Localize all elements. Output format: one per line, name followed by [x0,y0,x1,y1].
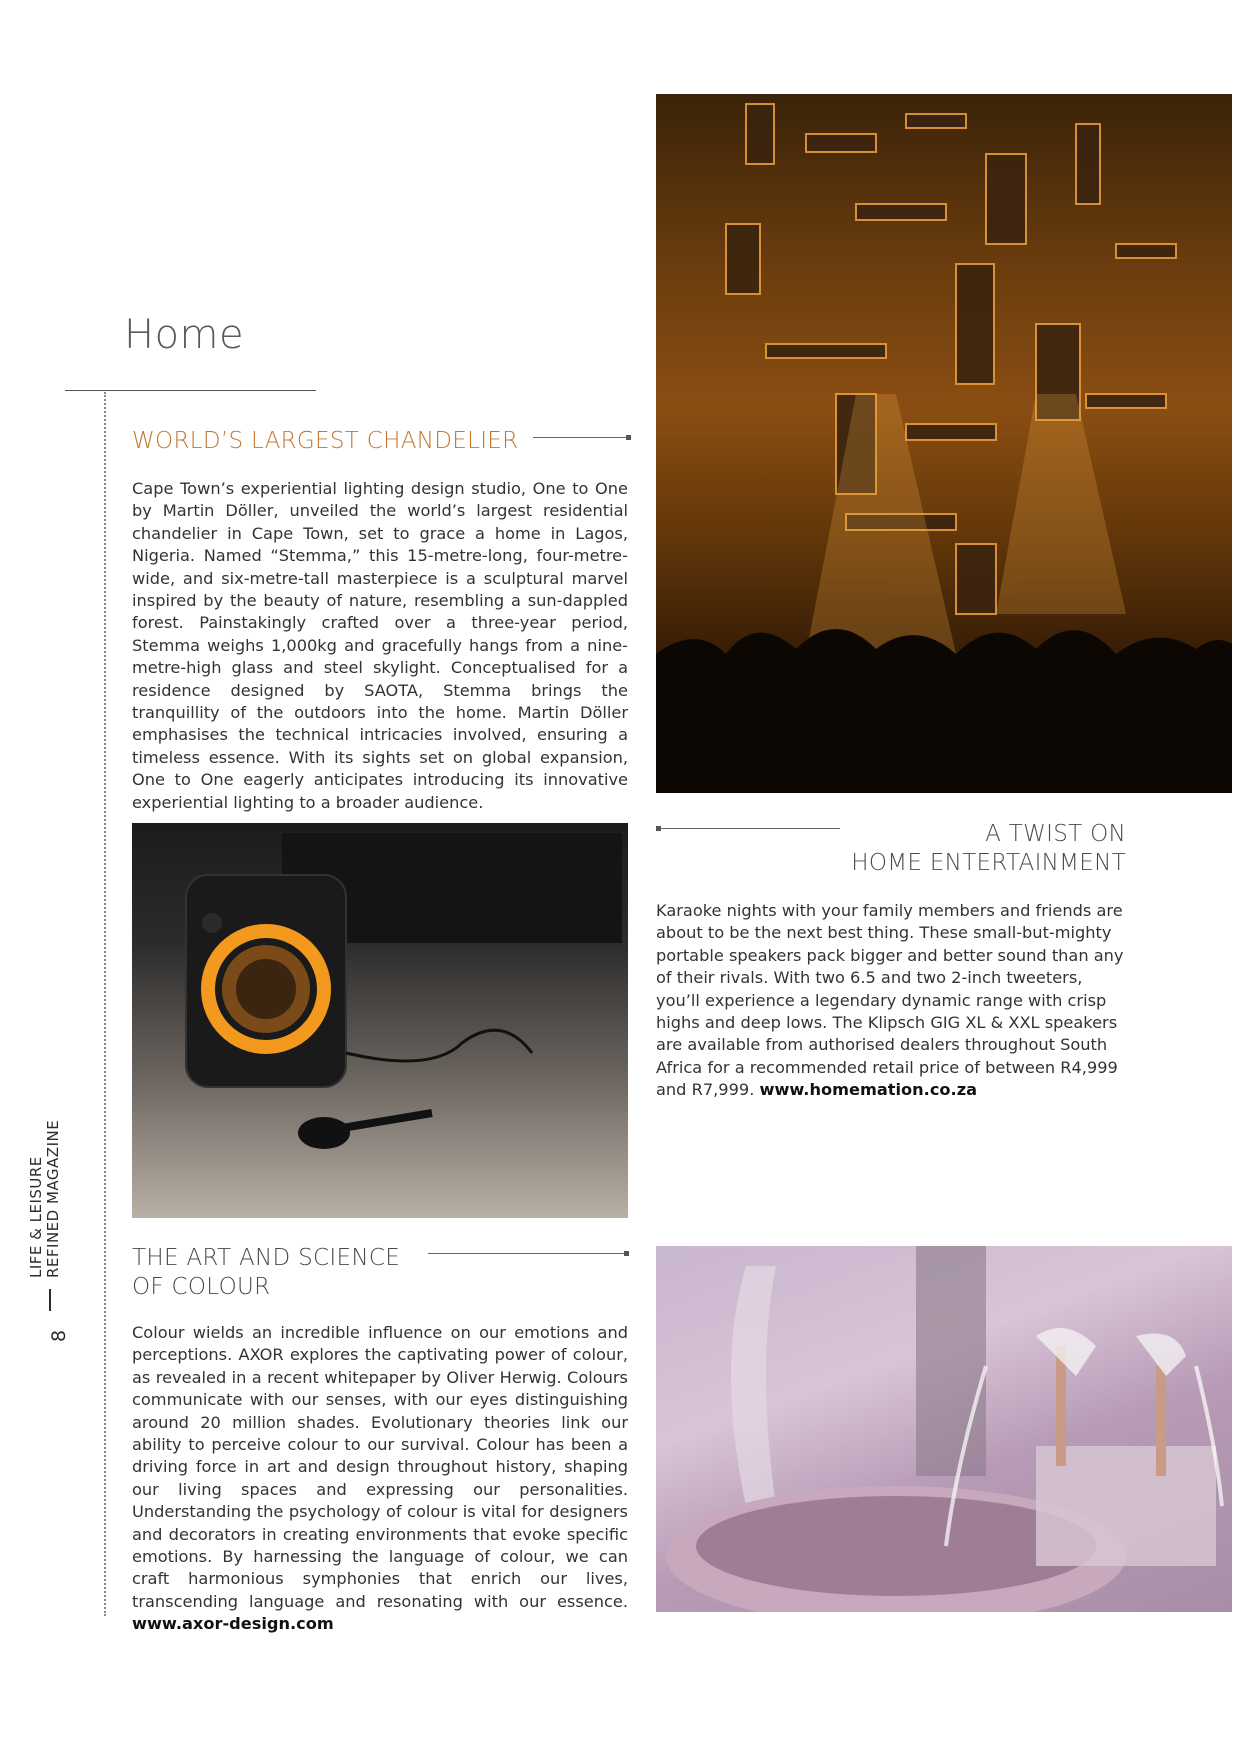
speaker-photo [132,823,628,1218]
faucet-illustration [656,1246,1232,1612]
article-body-chandelier: Cape Town’s experiential lighting design studio, One to One by Martin Döller, unveiled the world’s largest residential chandelier in Cape Town, set to grace a home in Lagos, Nigeria. Named “Stemma,” this 15-metre-long, four-metre-wide, and six-metre-tall masterpiece is a sculptural marvel inspired by the beauty of nature, resembling a sun-dappled forest. Painstakingly crafted over a three-year period, Stemma weighs 1,000kg and gracefully hangs from a nine-metre-high glass and steel skylight. Conceptualised for a residence designed by SAOTA, Stemma brings the tranquillity of the outdoors into the home. Martin Döller emphasises the technical intricacies involved, ensuring a timeless essence. With its sights set on global expansion, One to One eagerly anticipates introducing its innovative experiential lighting to a broader audience. [132,479,628,812]
homemation-link[interactable]: www.homemation.co.za [759,1080,978,1100]
chandelier-photo [656,94,1232,793]
section-divider [65,390,316,391]
section-title: Home [124,312,245,358]
page-number: 8 [48,1329,70,1342]
spine-text [28,1118,68,1278]
article-body-colour [132,1322,628,1636]
article-title-colour-line-2: OF COLOUR [132,1274,271,1300]
title-rule-dot [624,1251,629,1256]
article-title-entertainment [760,820,1126,878]
title-rule [428,1253,626,1254]
article-title-entertainment-line-2: HOME ENTERTAINMENT [851,850,1126,876]
article-body-entertainment-text: Karaoke nights with your family members and friends are about to be the next best thing. These small-but-mighty portable speakers pack bigger and better sound than any of their rivals. With two 6.5 and two 2-inch tweeters, you’ll experience a legendary dynamic range with crisp highs and deep lows. The Klipsch GIG XL & XXL speakers are available from authorised dealers throughout South Africa for a recommended retail price of between R4,999 and R7,999. [656,901,1124,1100]
article-title-chandelier: WORLD’S LARGEST CHANDELIER [132,428,519,454]
title-rule [533,437,628,438]
chandelier-illustration [656,94,1232,793]
dotted-margin-line [104,392,106,1616]
article-body-colour-text: Colour wields an incredible influence on our emotions and perceptions. AXOR explores the captivating power of colour, as revealed in a recent whitepaper by Oliver Herwig. Colours communicate with our senses, with our eyes distinguishing around 20 million shades. Evolutionary theories link our ability to perceive colour to our survival. Colour has been a driving force in art and design throughout history, shaping our living spaces and expressing our personalities. Understanding the psychology of colour is vital for designers and decorators in creating environments that evoke specific emotions. By harnessing the language of colour, we can craft harmonious symphonies that enrich our lives, transcending language and resonating with our essence. [132,1323,628,1611]
title-rule-dot [626,435,631,440]
spine-bar [49,1289,51,1311]
axor-link[interactable]: www.axor-design.com [132,1614,334,1634]
spine-line-1: LIFE & LEISURE [27,1156,45,1278]
article-title-colour-line-1: THE ART AND SCIENCE [132,1245,401,1271]
spine-line-2: REFINED MAGAZINE [44,1119,62,1278]
magazine-spine [28,1118,68,1278]
bathroom-faucet-photo [656,1246,1232,1612]
article-title-entertainment-line-1: A TWIST ON [985,821,1126,847]
article-title-colour [132,1244,400,1302]
article-body-entertainment [656,900,1126,1102]
speaker-illustration [132,823,628,1218]
